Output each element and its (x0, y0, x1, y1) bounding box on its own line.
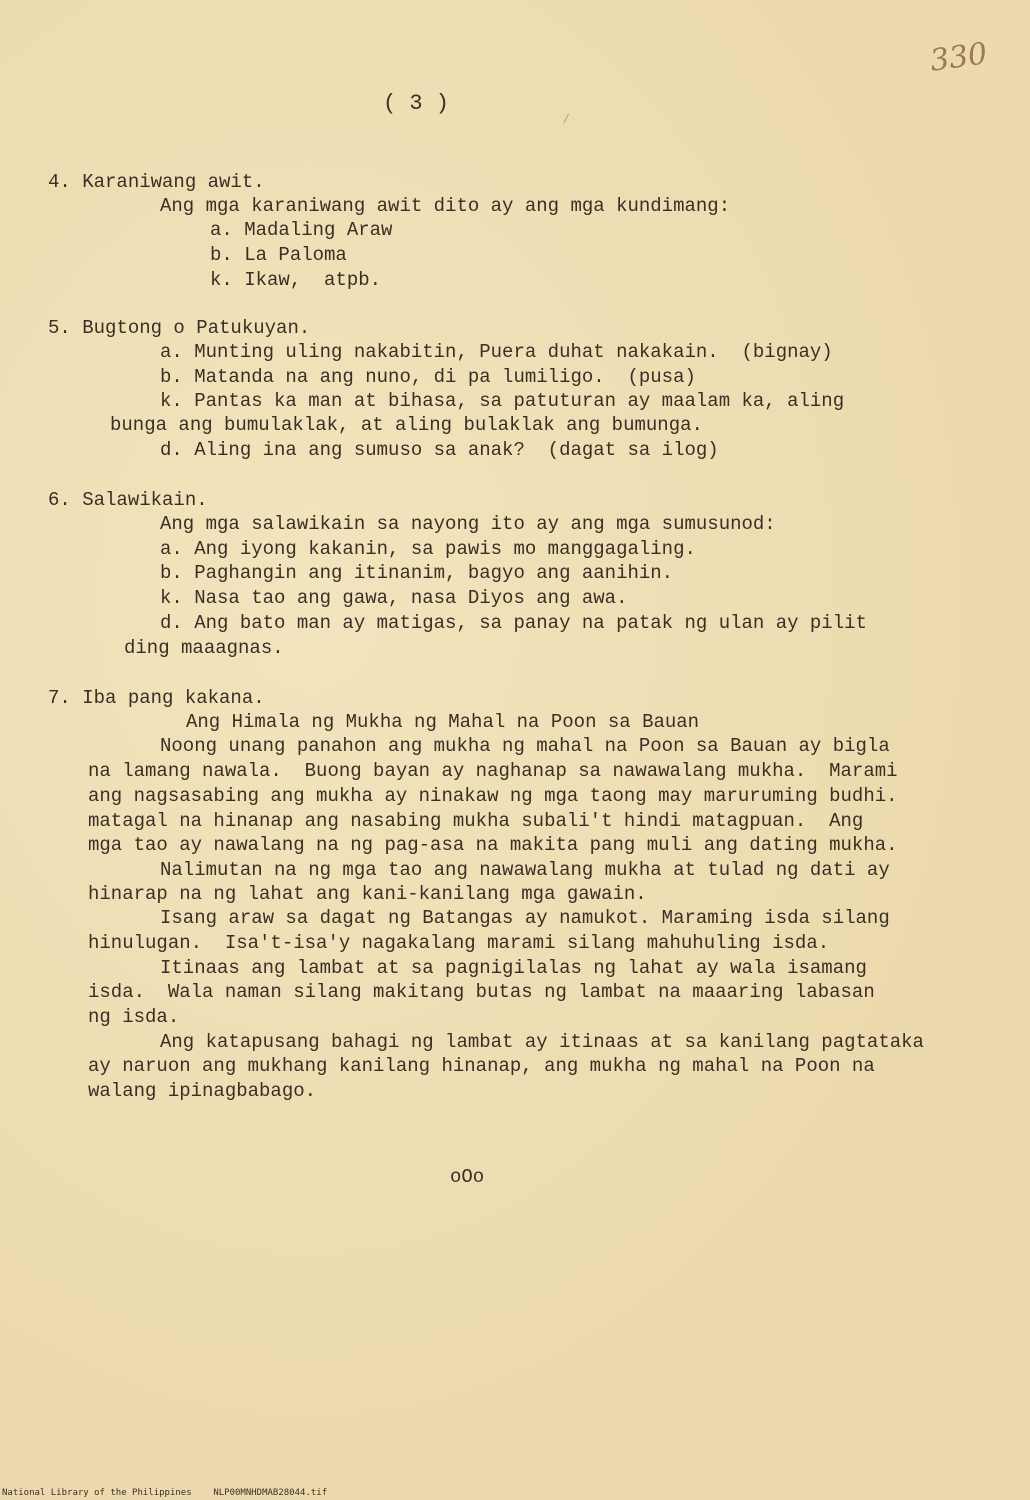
list-item: b. Matanda na ang nuno, di pa lumiligo. (pusa) (160, 366, 696, 388)
text-line: Noong unang panahon ang mukha ng mahal na Poon sa Bauan ay bigla (160, 735, 890, 757)
list-item: b. La Paloma (210, 244, 347, 266)
list-item: d. Ang bato man ay matigas, sa panay na patak ng ulan ay pilit (160, 612, 867, 634)
text-line: Ang mga karaniwang awit dito ay ang mga kundimang: (160, 195, 731, 217)
list-item: k. Pantas ka man at bihasa, sa patuturan ay maalam ka, aling (160, 390, 845, 412)
text-line: ng isda. (88, 1006, 180, 1028)
text-line: mga tao ay nawalang na ng pag-asa na makita pang muli ang dating mukha. (88, 834, 898, 856)
text-line: isda. Wala naman silang makitang butas ng lambat na maaaring labasan (88, 981, 875, 1003)
text-line: hinulugan. Isa't-isa'y nagakalang marami silang mahuhuling isda. (88, 932, 830, 954)
stray-mark: ⁄ (562, 112, 571, 128)
text-line: ding maaagnas. (124, 637, 284, 659)
list-item: b. Paghangin ang itinanim, bagyo ang aanihin. (160, 562, 674, 584)
story-title: Ang Himala ng Mukha ng Mahal na Poon sa Bauan (186, 711, 700, 733)
section-heading: 5. Bugtong o Patukuyan. (48, 317, 311, 339)
text-line: Itinaas ang lambat at sa pagnigilalas ng lahat ay wala isamang (160, 957, 867, 979)
list-item: d. Aling ina ang sumuso sa anak? (dagat sa ilog) (160, 439, 719, 461)
section-heading: 6. Salawikain. (48, 489, 208, 511)
text-line: ay naruon ang mukhang kanilang hinanap, ang mukha ng mahal na Poon na (88, 1055, 875, 1077)
text-line: Ang mga salawikain sa nayong ito ay ang mga sumusunod: (160, 513, 776, 535)
page-number: ( 3 ) (383, 91, 450, 116)
list-item: a. Madaling Araw (210, 219, 393, 241)
text-line: walang ipinagbabago. (88, 1080, 317, 1102)
text-line: Ang katapusang bahagi ng lambat ay itinaas at sa kanilang pagtataka (160, 1031, 924, 1053)
text-line: hinarap na ng lahat ang kani-kanilang mga gawain. (88, 883, 647, 905)
text-line: Isang araw sa dagat ng Batangas ay namukot. Maraming isda silang (160, 907, 890, 929)
end-mark: oOo (450, 1166, 485, 1188)
scan-footer: National Library of the Philippines NLP00MNHDMAB28044.tif (2, 1488, 328, 1498)
text-line: Nalimutan na ng mga tao ang nawawalang mukha at tulad ng dati ay (160, 859, 890, 881)
list-item: k. Ikaw, atpb. (210, 269, 382, 291)
section-heading: 7. Iba pang kakana. (48, 687, 265, 709)
section-heading: 4. Karaniwang awit. (48, 171, 265, 193)
list-item: k. Nasa tao ang gawa, nasa Diyos ang awa. (160, 587, 628, 609)
list-item: a. Ang iyong kakanin, sa pawis mo manggagaling. (160, 538, 696, 560)
text-line: ang nagsasabing ang mukha ay ninakaw ng mga taong may maruruming budhi. (88, 785, 898, 807)
text-line: na lamang nawala. Buong bayan ay naghanap sa nawawalang mukha. Marami (88, 760, 898, 782)
text-line: matagal na hinanap ang nasabing mukha subali't hindi matagpuan. Ang (88, 810, 864, 832)
handwritten-page-number: 330 (927, 36, 990, 79)
text-line: bunga ang bumulaklak, at aling bulaklak ang bumunga. (110, 414, 703, 436)
list-item: a. Munting uling nakabitin, Puera duhat nakakain. (bignay) (160, 341, 833, 363)
